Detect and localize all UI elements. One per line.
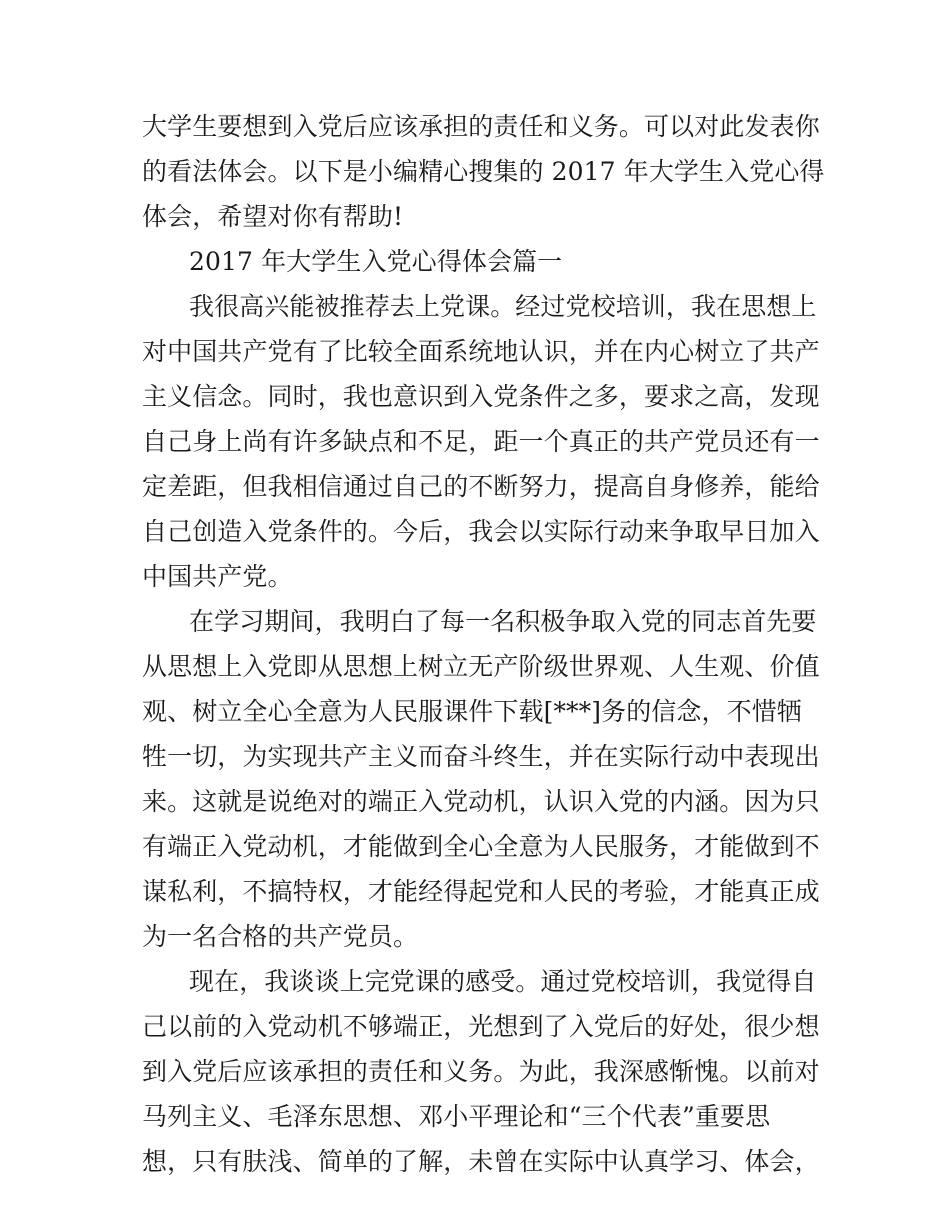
text-line: 定差距，但我相信通过自己的不断努力，提高自身修养，能给 [142,472,820,501]
text-line: 己以前的入党动机不够端正，光想到了入党后的好处，很少想 [142,1012,820,1041]
text-line: 自己创造入党条件的。今后，我会以实际行动来争取早日加入 [142,517,820,546]
text-line: 从思想上入党即从思想上树立无产阶级世界观、人生观、价值 [142,652,820,681]
section-heading: 2017 年大学生入党心得体会篇一 [189,247,563,276]
text-line: 谋私利，不搞特权，才能经得起党和人民的考验，才能真正成 [142,877,820,906]
text-line: 来。这就是说绝对的端正入党动机，认识入党的内涵。因为只 [142,787,820,816]
text-line: 自己身上尚有许多缺点和不足，距一个真正的共产党员还有一 [142,427,820,456]
document-body [142,104,825,1184]
paragraph-start-line: 在学习期间，我明白了每一名积极争取入党的同志首先要 [189,607,817,636]
text-line: 有端正入党动机，才能做到全心全意为人民服务，才能做到不 [142,832,820,861]
text-line: 中国共产党。 [142,562,293,591]
text-line: 主义信念。同时，我也意识到入党条件之多，要求之高，发现 [142,382,820,411]
paragraph-start-line: 我很高兴能被推荐去上党课。经过党校培训，我在思想上 [189,292,817,321]
text-line: 马列主义、毛泽东思想、邓小平理论和“三个代表”重要思 [142,1102,771,1131]
text-line: 想，只有肤浅、简单的了解，未曾在实际中认真学习、体会， [142,1147,820,1176]
text-line: 的看法体会。以下是小编精心搜集的 2017 年大学生入党心得 [142,157,825,186]
paragraph-start-line: 现在，我谈谈上完党课的感受。通过党校培训，我觉得自 [189,967,817,996]
text-line: 对中国共产党有了比较全面系统地认识，并在内心树立了共产 [142,337,820,366]
text-line: 为一名合格的共产党员。 [142,922,419,951]
text-line: 到入党后应该承担的责任和义务。为此，我深感惭愧。以前对 [142,1057,820,1086]
text-line: 体会，希望对你有帮助! [142,202,404,231]
text-line: 大学生要想到入党后应该承担的责任和义务。可以对此发表你 [142,112,820,141]
text-line: 牲一切，为实现共产主义而奋斗终生，并在实际行动中表现出 [142,742,820,771]
text-line: 观、树立全心全意为人民服课件下载[***]务的信念，不惜牺 [142,697,802,726]
